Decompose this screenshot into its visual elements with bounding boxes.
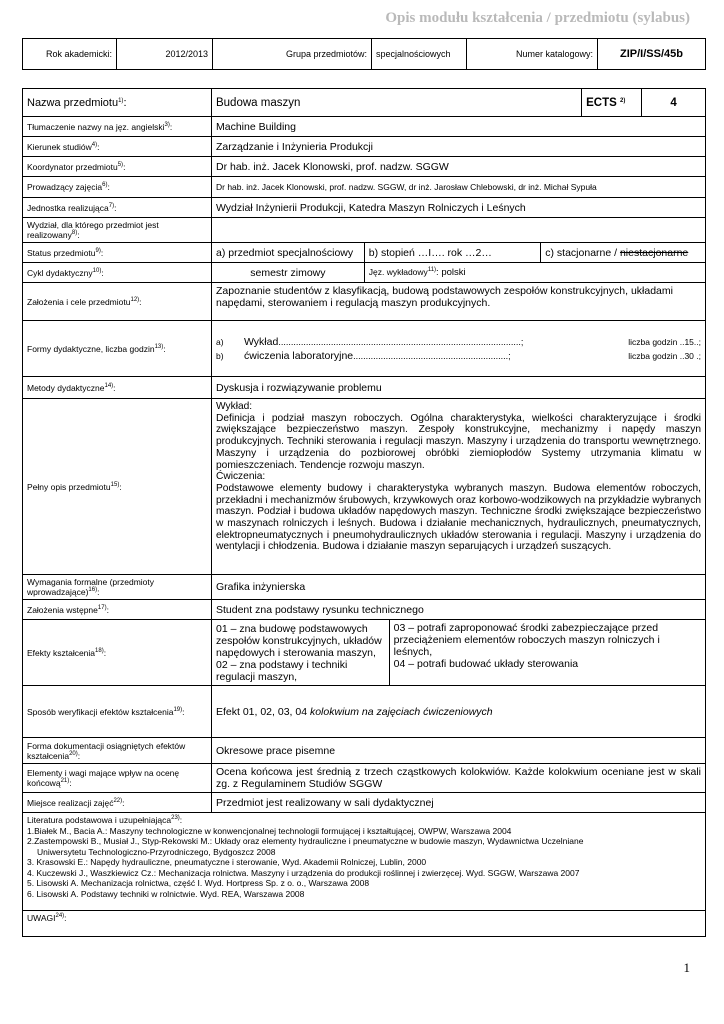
lecturers-value: Dr hab. inż. Jacek Klonowski, prof. nadzw. SGGW, dr inż. Jarosław Chlebowski, dr inż. Michał Sypuła (211, 177, 705, 198)
coordinator-label: Koordynator przedmiotu$^{5)}$: (23, 157, 212, 177)
goals-label: Założenia i cele przedmiotu$^{12)}$: (23, 283, 212, 321)
notes-section: UWAGI$^{24)}$: (23, 911, 706, 937)
page-number: 1 (683, 960, 690, 975)
literature-item: 4. Kuczewski J., Waszkiewicz Cz.: Mechanizacja rolnictwa. Maszyny i urządzenia do produkcji roślinnej i zwierzęcej. Wyd. SGGW, Warszawa 2007 (27, 867, 580, 878)
group-label: Grupa przedmiotów: (213, 39, 372, 70)
document-title: Opis modułu kształcenia / przedmiotu (sylabus) (385, 10, 690, 26)
status-label: Status przedmiotu$^{9)}$: (23, 243, 212, 263)
catalog-label: Numer katalogowy: (467, 39, 598, 70)
verification-value: Efekt 01, 02, 03, 04 kolokwium na zajęciach ćwiczeniowych (211, 686, 705, 738)
documentation-value: Okresowe prace pisemne (211, 738, 705, 764)
requirements-value: Grafika inżynierska (211, 575, 705, 600)
literature-label: Literatura podstawowa i uzupełniająca$^{23)}$: (27, 815, 183, 825)
header-info-table (22, 38, 706, 70)
effects-right: 03 – potrafi zaproponować środki zabezpieczające przed przeciążeniem elementów roboczych maszyn rolniczych i leśnych, 04 – potrafi budować układy sterowania (389, 620, 705, 686)
group-value: specjalnościowych (372, 39, 467, 70)
ects-value: 4 (642, 89, 706, 117)
literature-section (23, 813, 706, 911)
forms-value (211, 321, 705, 377)
faculty-label: Wydział, dla którego przedmiot jest realizowany$^{8)}$: (23, 218, 212, 243)
field-of-study-value: Zarządzanie i Inżynieria Produkcji (211, 137, 705, 157)
catalog-value: ZIP/I/SS/45b (598, 39, 706, 70)
field-of-study-label: Kierunek studiów$^{4)}$: (23, 137, 212, 157)
literature-item: 5. Lisowski A. Mechanizacja rolnictwa, część I. Wyd. Hortpress Sp. z o. o., Warszawa 2008 (27, 878, 370, 888)
effects-label: Efekty kształcenia$^{18)}$: (23, 620, 212, 686)
description-value: Wykład: Definicja i podział maszyn roboczych. Ogólna charakterystyka, wielkości charakteryzujące i środki zwiększające bezpieczeństwo maszyn. Zespoły konstrukcyjne, mechanizmy i napędy maszyn produkcyjnych. Techniki sterowania i regulacji maszyn. Maszyny i urządzenia do transportu wewnętrznego. Maszyny i urządzenia do pozbiorowej obróbki ziemiopłodów Systemy utrzymania klimatu w pomieszczeniach. Tendencje rozwoju maszyn. Ćwiczenia: Podstawowe elementy budowy i charakterystyka wybranych maszyn. Budowa elementów roboczych, przekładni i mechanizmów śrubowych, krzywkowych oraz korbowo-wodzikowych na przykładzie wybranych maszyn. Podział i budowa układów napędowych maszyn. Techniczne środki zwiększające bezpieczeństwo w maszynach rolniczych i leśnych. Budowa i działanie mechanicznych, hydraulicznych, pneumatycznych, elektropneumatycznych i pneumohydraulicznych układów sterowania i regulacji. Maszyny i urządzenia do wentylacji i chłodzenia. Budowa i działanie maszyn separujących i urządzeń suszących. (211, 399, 705, 575)
goals-value: Zapoznanie studentów z klasyfikacją, budową podstawowych zespołów konstrukcyjnych, układami napędami, sterowaniem i regulacją maszyn produkcyjnych. (211, 283, 705, 321)
literature-item: 3. Krasowski E.: Napędy hydrauliczne, pneumatyczne i sterowanie, Wyd. Akademii Rolniczej, Lublin, 2000 (27, 857, 427, 867)
academic-year-label: Rok akademicki: (23, 39, 117, 70)
literature-item: 6. Lisowski A. Podstawy techniki w rolnictwie. Wyd. REA, Warszawa 2008 (27, 888, 305, 899)
place-label: Miejsce realizacji zajęć$^{22)}$: (23, 793, 212, 813)
weights-value: Ocena końcowa jest średnią z trzech cząstkowych kolokwiów. Każde kolokwium oceniane jest w skali zg. z Regulaminem Studiów SGGW (211, 764, 705, 793)
cycle-label: Cykl dydaktyczny$^{10)}$: (23, 263, 212, 283)
place-value: Przedmiot jest realizowany w sali dydaktycznej (211, 793, 705, 813)
description-label: Pełny opis przedmiotu$^{15)}$: (23, 399, 212, 575)
coordinator-value: Dr hab. inż. Jacek Klonowski, prof. nadzw. SGGW (211, 157, 705, 177)
translation-value: Machine Building (211, 117, 705, 137)
methods-value: Dyskusja i rozwiązywanie problemu (211, 377, 705, 399)
status-a: a) przedmiot specjalnościowy (211, 243, 364, 263)
literature-item: Uniwersytetu Technologiczno-Przyrodniczego, Bydgoszcz 2008 (37, 846, 276, 857)
academic-year-value: 2012/2013 (117, 39, 213, 70)
prerequisites-value: Student zna podstawy rysunku technicznego (211, 600, 705, 620)
literature-item: 1.Białek M., Bacia A.: Maszyny technologiczne w konwencjonalnej technologii formującej i kształtującej, OWPW, Warszawa 2004 (27, 825, 512, 836)
literature-item: 2.Zastempowski B., Musiał J., Styp-Rekowski M.: Układy oraz elementy hydrauliczne i pneumatyczne w budowie maszyn, Wydawnictwa Uczelniane (27, 836, 584, 846)
verification-label: Sposób weryfikacji efektów kształcenia$^{19)}$: (23, 686, 212, 738)
faculty-value (211, 218, 705, 243)
cycle-value: semestr zimowy (211, 263, 364, 283)
requirements-label: Wymagania formalne (przedmioty wprowadzające)$^{16)}$: (23, 575, 212, 600)
unit-value: Wydział Inżynierii Produkcji, Katedra Maszyn Rolniczych i Leśnych (211, 198, 705, 218)
weights-label: Elementy i wagi mające wpływ na ocenę końcową$^{21)}$: (23, 764, 212, 793)
ects-label: ECTS $^{2)}$ (582, 89, 642, 117)
lecturers-label: Prowadzący zajęcia$^{6)}$: (23, 177, 212, 198)
course-name-label: Nazwa przedmiotu$^{1)}$: (23, 89, 212, 117)
syllabus-table (22, 88, 706, 937)
form-row-lecture: a) Wykład .................................................................................................; liczba godzin ..15..; (215, 335, 701, 348)
status-c: c) stacjonarne / niestacjonarne (541, 243, 706, 263)
course-name-value: Budowa maszyn (211, 89, 581, 117)
form-row-lab: b) ćwiczenia laboratoryjne ..............................................................; liczba godzin ..30 .; (215, 349, 701, 362)
forms-label: Formy dydaktyczne, liczba godzin$^{13)}$: (23, 321, 212, 377)
status-b: b) stopień …I…. rok …2… (364, 243, 541, 263)
documentation-label: Forma dokumentacji osiągniętych efektów kształcenia$^{20)}$: (23, 738, 212, 764)
methods-label: Metody dydaktyczne$^{14)}$: (23, 377, 212, 399)
translation-label: Tłumaczenie nazwy na jęz. angielski$^{3)}$: (23, 117, 212, 137)
effects-left: 01 – zna budowę podstawowych zespołów konstrukcyjnych, układów napędowych i sterowania maszyn, 02 – zna podstawy i techniki regulacji maszyn, (211, 620, 389, 686)
prerequisites-label: Założenia wstępne$^{17)}$: (23, 600, 212, 620)
unit-label: Jednostka realizująca$^{7)}$: (23, 198, 212, 218)
language-cell: Jęz. wykładowy$^{11)}$: polski (364, 263, 705, 283)
